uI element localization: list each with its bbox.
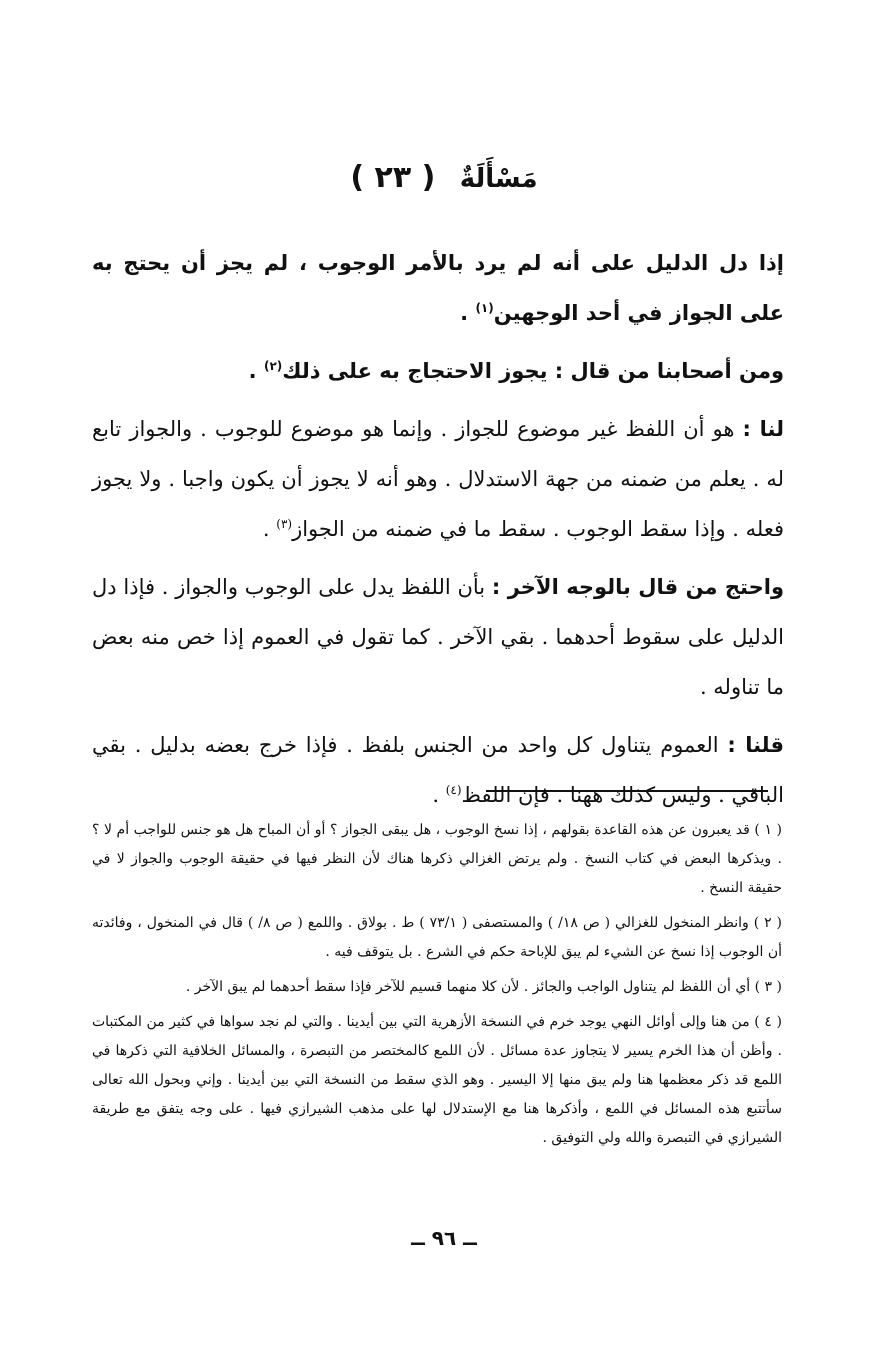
paragraph-5 xyxy=(92,720,784,820)
paragraph-3-tail: . xyxy=(262,517,277,541)
paragraph-3-text: هو أن اللفظ غير موضوع للجواز . وإنما هو موضوع للوجوب . والجواز تابع له . يعلم من ضمنه من جهة الاستدلال . وهو أنه لا يجوز أن يكون واجبا . ولا يجوز فعله . وإذا سقط الوجوب . سقط ما في ضمنه من الجواز xyxy=(92,417,784,541)
paragraph-4-lead: واحتج من قال بالوجه الآخر : xyxy=(491,575,784,599)
paragraph-1 xyxy=(92,238,784,338)
footnotes xyxy=(92,816,782,1159)
issue-heading-word: مَسْأَلَةٌ xyxy=(459,164,538,194)
paragraph-2 xyxy=(92,346,784,396)
main-text xyxy=(92,238,784,828)
footnote-4: ( ٤ ) من هنا وإلى أوائل النهي يوجد خرم في النسخة الأزهرية التي بين أيدينا . والتي لم نجد سواها في كثير من المكتبات . وأظن أن هذا الخرم يسير لا يتجاوز عدة مسائل . لأن اللمع كالمختصر من التبصرة ، والمسائل الخلافية التي ذكرها في اللمع قد ذكر معظمها هنا ولم يبق منها إلا اليسير . وهو الذي سقط من النسخة التي بين أيدينا . وإني وبحول الله تعالى سأتتبع هذه المسائل في اللمع ، وأذكرها هنا مع الإستدلال لها على مذهب الشيرازي فيها . على وجه يتفق مع طريقة الشيرازي في التبصرة والله ولي التوفيق . xyxy=(92,1014,782,1146)
footnote-ref-1: (١) xyxy=(475,301,494,315)
paragraph-4 xyxy=(92,562,784,712)
paragraph-1-text: إذا دل الدليل على أنه لم يرد بالأمر الوجوب ، لم يجز أن يحتج به على الجواز في أحد الوجهين xyxy=(92,251,784,325)
paragraph-5-lead: قلنا : xyxy=(727,733,784,757)
footnote-2: ( ٢ ) وانظر المنخول للغزالي ( ص ١٨/ ) والمستصفى ( ٧٣/١ ) ط . بولاق . واللمع ( ص ٨/ ) قال في المنخول ، وفائدته أن الوجوب إذا نسخ عن الشيء لم يبق للإباحة حكم في الشرع . بل يتوقف فيه . xyxy=(92,915,783,960)
paragraph-1-tail: . xyxy=(460,301,476,325)
paragraph-3 xyxy=(92,404,784,554)
footnote-ref-2: (٢) xyxy=(263,359,283,373)
paragraph-5-text: العموم يتناول كل واحد من الجنس بلفظ . فإذا خرج بعضه بدليل . بقي الباقي . وليس كذلك ههنا . فإن اللفظ xyxy=(92,733,784,807)
paragraph-2-tail: . xyxy=(248,359,264,383)
paragraph-3-lead: لنا : xyxy=(742,417,784,441)
footnote-3: ( ٣ ) أي أن اللفظ لم يتناول الواجب والجائز . لأن كلا منهما قسيم للآخر فإذا سقط أحدهما لم يبق الآخر . xyxy=(185,979,782,995)
footnote-ref-3: (٣) xyxy=(276,517,293,531)
footnote-1: ( ١ ) قد يعبرون عن هذه القاعدة بقولهم ، إذا نسخ الوجوب ، هل يبقى الجواز ؟ أو أن المباح هل هو جنس للواجب أم لا ؟ . ويذكرها البعض في كتاب النسخ . ولم يرتض الغزالي ذكرها هناك لأن النظر فيها في حقيقة الوجوب والجواز لا في حقيقة النسخ . xyxy=(92,822,783,896)
paragraph-2-text: ومن أصحابنا من قال : يجوز الاحتجاج به على ذلك xyxy=(282,359,784,383)
footnote-divider xyxy=(486,790,768,792)
footnote-ref-4: (٤) xyxy=(445,783,462,797)
paragraph-5-tail: . xyxy=(432,783,446,807)
page-number: ــ ٩٦ ــ xyxy=(411,1226,477,1250)
paragraph-4-text: بأن اللفظ يدل على الوجوب والجواز . فإذا دل الدليل على سقوط أحدهما . بقي الآخر . كما تقول في العموم إذا خص منه بعض ما تناوله . xyxy=(92,575,784,699)
issue-heading xyxy=(0,158,888,199)
issue-heading-number: ( ٢٣ ) xyxy=(350,160,436,195)
